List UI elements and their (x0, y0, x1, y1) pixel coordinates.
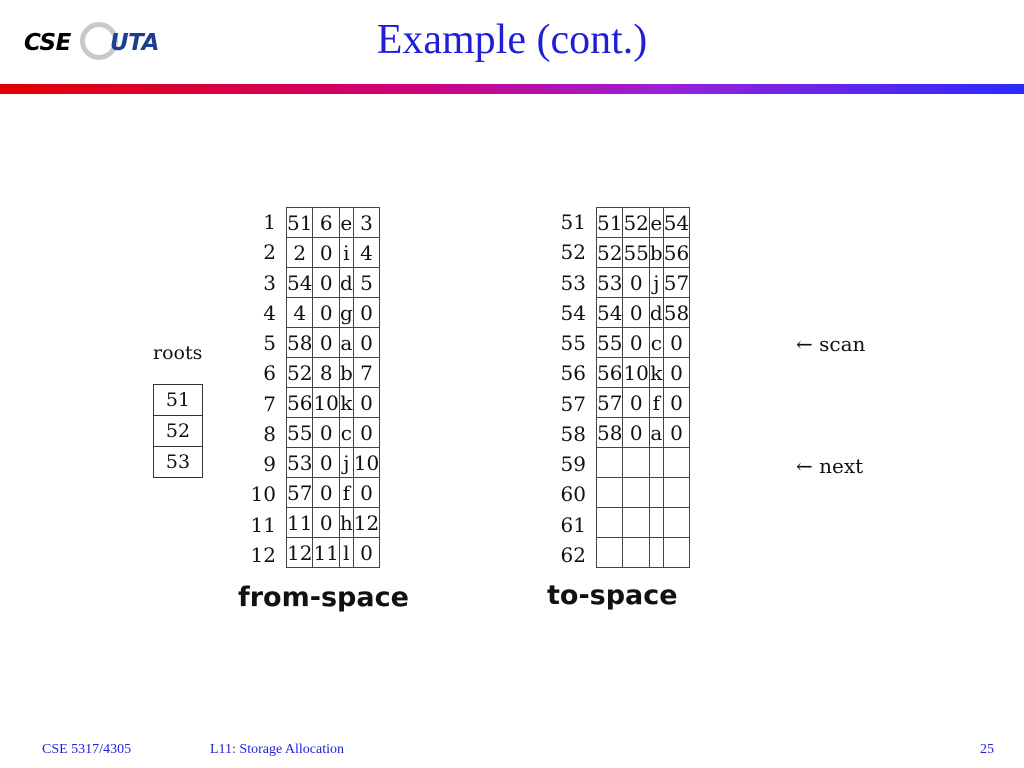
from-space-cell: 0 (313, 478, 339, 508)
from-space-cell: f (339, 478, 353, 508)
to-space-cell: a (649, 418, 663, 448)
from-space-cell: 2 (287, 238, 313, 268)
from-space-cell: 3 (353, 208, 379, 238)
to-space-cell (597, 478, 623, 508)
to-space-cell: 55 (623, 238, 649, 268)
from-space-cell: 51 (287, 208, 313, 238)
to-space-cell: 54 (597, 298, 623, 328)
to-space-cell: 0 (623, 328, 649, 358)
table-row (597, 238, 690, 268)
from-space-cell: 54 (287, 268, 313, 298)
table-row (597, 448, 690, 478)
table-row (287, 208, 380, 238)
table-row (597, 358, 690, 388)
from-space-row-label: 6 (263, 361, 276, 386)
to-space-row-label: 55 (560, 331, 586, 355)
to-space-caption: to-space (547, 580, 678, 611)
to-space-row-label: 58 (560, 421, 586, 446)
to-space-cell: j (649, 268, 663, 298)
table-row (597, 328, 690, 358)
from-space-cell: h (339, 508, 353, 538)
to-space-cell: 56 (663, 238, 689, 268)
table-row (597, 538, 690, 568)
from-space-cell: 56 (287, 388, 313, 418)
to-space-cell: 58 (597, 418, 623, 448)
next-pointer: ← next (796, 454, 864, 478)
to-space-cell: 0 (623, 268, 649, 298)
table-row (287, 418, 380, 448)
to-space-row-label: 60 (560, 482, 586, 507)
to-space-row-label: 52 (560, 240, 586, 265)
from-space-cell: 10 (353, 448, 379, 478)
to-space-cell: k (649, 358, 663, 388)
table-row (597, 298, 690, 328)
from-space-cell: 4 (353, 238, 379, 268)
from-space-cell: 11 (313, 538, 339, 568)
from-space-cell: 12 (353, 508, 379, 538)
footer-course: CSE 5317/4305 (42, 742, 132, 757)
from-space-row-label: 11 (250, 512, 276, 537)
from-space-row-label: 2 (263, 240, 276, 265)
from-space-cell: 12 (287, 538, 313, 568)
from-space-cell: 52 (287, 358, 313, 388)
from-space-cell: 0 (313, 448, 339, 478)
from-space-cell: b (339, 358, 353, 388)
from-space-caption: from-space (238, 582, 409, 613)
from-space-cell: 0 (313, 328, 339, 358)
scan-pointer: ← scan (796, 332, 866, 356)
to-space-cell: 57 (597, 388, 623, 418)
from-space-cell: l (339, 538, 353, 568)
to-space-row-label: 59 (560, 452, 586, 476)
to-space-cell: e (649, 208, 663, 238)
logo-cse-text: CSE (24, 30, 71, 56)
to-space-cell (623, 538, 649, 568)
header-gradient-divider (0, 84, 1024, 94)
slide-title: Example (cont.) (376, 17, 648, 63)
roots-cell: 51 (154, 385, 203, 416)
from-space-cell: c (339, 418, 353, 448)
to-space-cell: 0 (663, 418, 689, 448)
table-row (287, 328, 380, 358)
table-row (287, 298, 380, 328)
from-space-row-label: 8 (263, 421, 276, 446)
from-space-row-label: 7 (263, 391, 276, 416)
from-space-cell: 0 (353, 328, 379, 358)
table-row (597, 478, 690, 508)
from-space-row-label: 5 (263, 331, 276, 355)
table-row (597, 418, 690, 448)
from-space-row-label: 9 (263, 452, 276, 476)
from-space-row-label: 4 (263, 300, 276, 325)
footer-page-number: 25 (980, 742, 994, 757)
from-space-cell: j (339, 448, 353, 478)
to-space-cell: 10 (623, 358, 649, 388)
footer-lecture: L11: Storage Allocation (210, 742, 345, 757)
to-space-cell (663, 538, 689, 568)
to-space-cell: 55 (597, 328, 623, 358)
from-space-cell: 0 (313, 418, 339, 448)
table-row (287, 238, 380, 268)
from-space-cell: 7 (353, 358, 379, 388)
roots-cell: 53 (154, 447, 203, 478)
to-space-cell (649, 508, 663, 538)
from-space-cell: d (339, 268, 353, 298)
table-row (597, 388, 690, 418)
table-row (287, 508, 380, 538)
to-space-cell (623, 448, 649, 478)
table-row (597, 268, 690, 298)
roots-label: roots (153, 342, 203, 364)
from-space-cell: e (339, 208, 353, 238)
to-space-cell (597, 508, 623, 538)
to-space-cell: 0 (623, 388, 649, 418)
to-space-row-label: 51 (560, 210, 586, 234)
from-space-cell: 0 (353, 538, 379, 568)
table-row (287, 538, 380, 568)
from-space-cell: 57 (287, 478, 313, 508)
to-space-row-labels (546, 207, 586, 570)
to-space-cell: f (649, 388, 663, 418)
roots-table (153, 384, 203, 478)
from-space-row-label: 10 (250, 482, 276, 507)
to-space-row-label: 62 (560, 542, 586, 567)
to-space-cell: c (649, 328, 663, 358)
from-space-row-label: 12 (250, 542, 276, 567)
table-row (597, 208, 690, 238)
from-space-cell: 10 (313, 388, 339, 418)
from-space-cell: 0 (353, 388, 379, 418)
to-space-cell (663, 448, 689, 478)
table-row (154, 447, 203, 478)
logo-uta-text: UTA (110, 30, 159, 56)
to-space-cell: 52 (597, 238, 623, 268)
to-space-cell: 0 (663, 388, 689, 418)
to-space-cell (597, 448, 623, 478)
from-space-cell: 0 (313, 238, 339, 268)
from-space-row-label: 1 (263, 210, 276, 234)
to-space-row-label: 54 (560, 300, 586, 325)
roots-cell: 52 (154, 416, 203, 447)
table-row (287, 478, 380, 508)
to-space-cell (623, 508, 649, 538)
from-space-cell: 6 (313, 208, 339, 238)
from-space-cell: 0 (313, 508, 339, 538)
to-space-cell (663, 478, 689, 508)
table-row (154, 385, 203, 416)
to-space-cell: 57 (663, 268, 689, 298)
from-space-cell: 0 (353, 478, 379, 508)
from-space-cell: 55 (287, 418, 313, 448)
from-space-cell: 53 (287, 448, 313, 478)
from-space-cell: a (339, 328, 353, 358)
to-space-cell (649, 448, 663, 478)
to-space-cell (623, 478, 649, 508)
from-space-row-label: 3 (263, 270, 276, 295)
table-row (154, 416, 203, 447)
from-space-cell: 11 (287, 508, 313, 538)
to-space-row-label: 61 (560, 512, 586, 537)
to-space-cell (597, 538, 623, 568)
to-space-cell: 56 (597, 358, 623, 388)
to-space-cell: 53 (597, 268, 623, 298)
from-space-cell: i (339, 238, 353, 268)
table-row (597, 508, 690, 538)
to-space-cell: 58 (663, 298, 689, 328)
from-space-cell: 0 (313, 298, 339, 328)
from-space-cell: 0 (353, 418, 379, 448)
from-space-cell: 58 (287, 328, 313, 358)
to-space-cell: 0 (663, 358, 689, 388)
to-space-cell (649, 538, 663, 568)
from-space-table (286, 207, 380, 568)
to-space-row-label: 56 (560, 361, 586, 386)
to-space-cell: 52 (623, 208, 649, 238)
to-space-cell: 51 (597, 208, 623, 238)
table-row (287, 388, 380, 418)
to-space-row-label: 57 (560, 391, 586, 416)
to-space-cell (663, 508, 689, 538)
to-space-cell: d (649, 298, 663, 328)
from-space-cell: 0 (353, 298, 379, 328)
to-space-table (596, 207, 690, 568)
from-space-cell: 0 (313, 268, 339, 298)
to-space-row-label: 53 (560, 270, 586, 295)
from-space-cell: 5 (353, 268, 379, 298)
to-space-cell: 0 (663, 328, 689, 358)
to-space-cell: b (649, 238, 663, 268)
from-space-cell: 4 (287, 298, 313, 328)
to-space-cell: 0 (623, 418, 649, 448)
from-space-row-labels (240, 207, 276, 570)
table-row (287, 268, 380, 298)
table-row (287, 448, 380, 478)
from-space-cell: k (339, 388, 353, 418)
to-space-cell: 54 (663, 208, 689, 238)
to-space-cell (649, 478, 663, 508)
from-space-cell: g (339, 298, 353, 328)
table-row (287, 358, 380, 388)
to-space-cell: 0 (623, 298, 649, 328)
from-space-cell: 8 (313, 358, 339, 388)
